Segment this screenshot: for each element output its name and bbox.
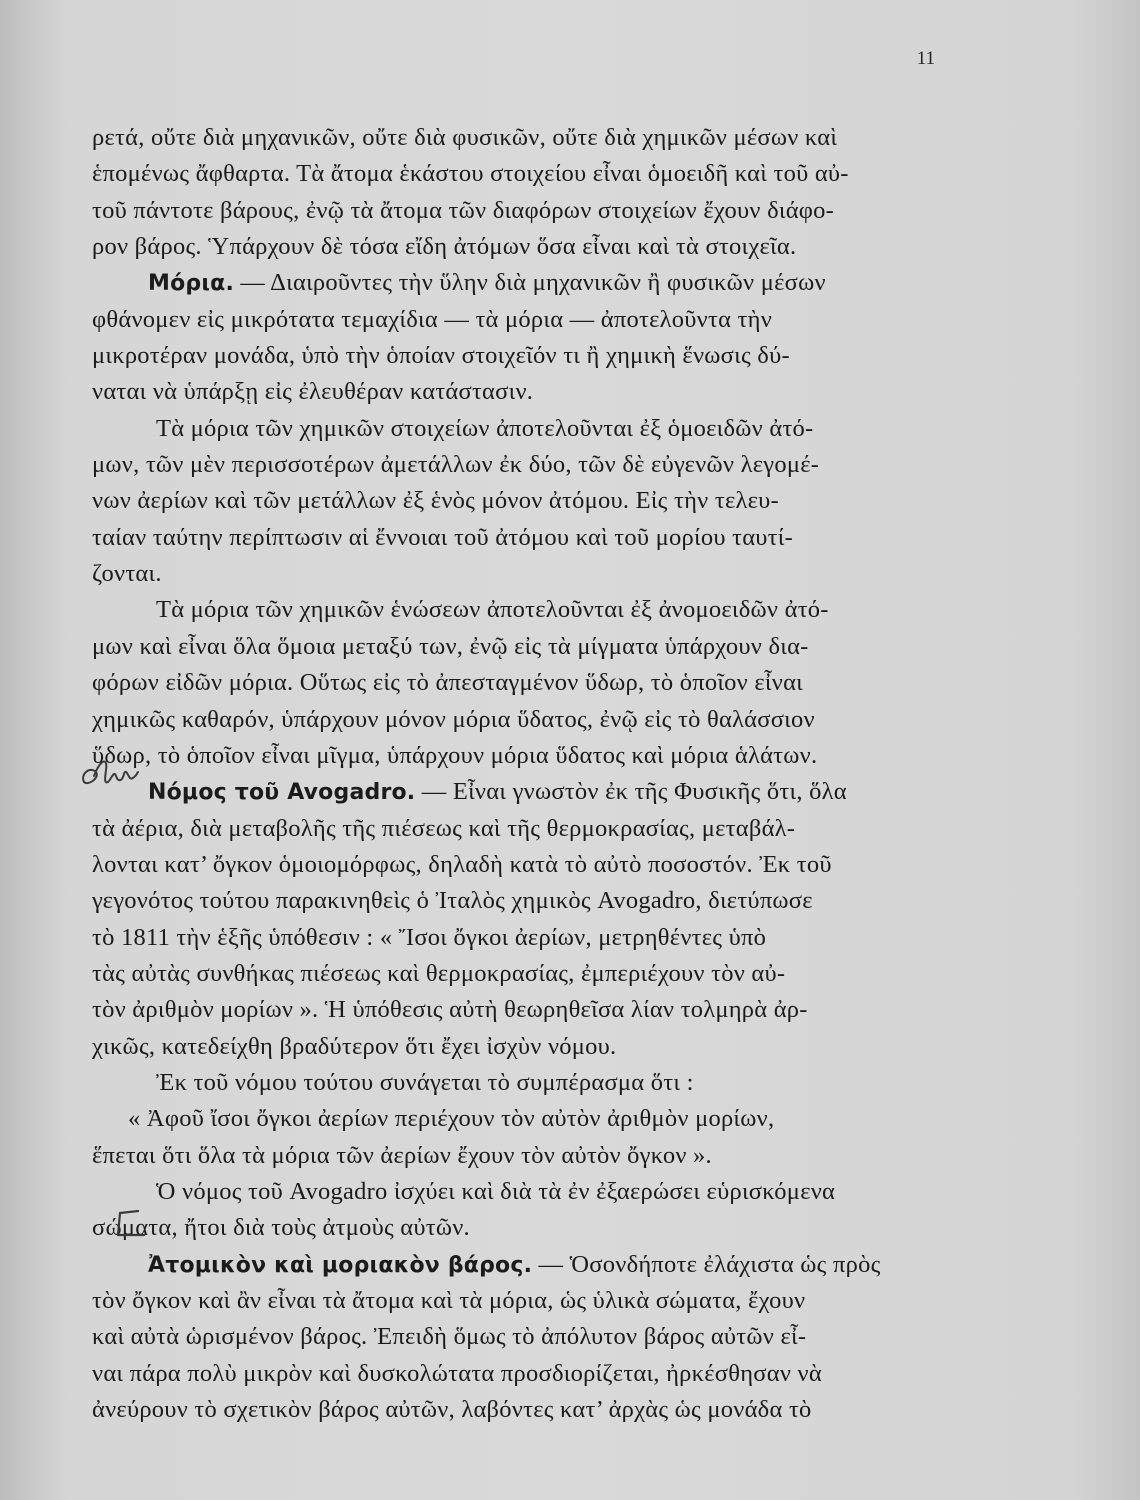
text-line: Ἐκ τοῦ νόμου τούτου συνάγεται τὸ συμπέρασμα ὅτι : [156,1068,694,1096]
page-number: 11 [916,48,935,69]
quote-line: « Ἀφοῦ ἴσοι ὄγκοι ἀερίων περιέχουν τὸν αὐτὸν ἀριθμὸν μορίων, [128,1105,775,1133]
text-line: ναται νὰ ὑπάρξῃ εἰς ἐλευθέραν κατάστασιν. [92,378,534,406]
text-line: χημικῶς καθαρόν, ὑπάρχουν μόνον μόρια ὕδατος, ἐνῷ εἰς τὸ θαλάσσιον [92,705,815,733]
text-line: λονται κατ’ ὄγκον ὁμοιομόρφως, δηλαδὴ κατὰ τὸ αὐτὸ ποσοστόν. Ἐκ τοῦ [92,850,832,878]
text-line: γεγονότος τούτου παρακινηθεὶς ὁ Ἰταλὸς χημικὸς Avogadro, διετύπωσε [92,887,813,915]
text-line: ἀνεύρουν τὸ σχετικὸν βάρος αὐτῶν, λαβόντες κατ’ ἀρχὰς ὡς μονάδα τὸ [92,1396,812,1424]
text-line: καὶ αὐτὰ ὡρισμένον βάρος. Ἐπειδὴ ὅμως τὸ ἀπόλυτον βάρος αὐτῶν εἶ- [92,1323,807,1351]
text-line: μων καὶ εἶναι ὅλα ὅμοια μεταξύ των, ἐνῷ εἰς τὰ μίγματα ὑπάρχουν δια- [92,632,809,660]
text-line: τὸν ὄγκον καὶ ἂν εἶναι τὰ ἄτομα καὶ τὰ μόρια, ὡς ὑλικὰ σώματα, ἔχουν [92,1287,806,1314]
text-line: ρετά, οὔτε διὰ μηχανικῶν, οὔτε διὰ φυσικῶν, οὔτε διὰ χημικῶν μέσων καὶ [92,124,838,151]
text-line: τὸν ἀριθμὸν μορίων ». Ἡ ὑπόθεσις αὐτὴ θεωρηθεῖσα λίαν τολμηρὰ ἀρ- [92,996,808,1024]
text-line: Τὰ μόρια τῶν χημικῶν στοιχείων ἀποτελοῦνται ἐξ ὁμοειδῶν ἀτό- [156,414,814,442]
text-line: νων ἀερίων καὶ τῶν μετάλλων ἐξ ἑνὸς μόνον ἀτόμου. Εἰς τὴν τελευ- [92,487,779,515]
text-line: ἑπομένως ἄφθαρτα. Τὰ ἄτομα ἑκάστου στοιχείου εἶναι ὁμοειδῆ καὶ τοῦ αὐ- [92,160,849,188]
text-line: μων, τῶν μὲν περισσοτέρων ἀμετάλλων ἐκ δύο, τῶν δὲ εὐγενῶν λεγομέ- [92,451,820,479]
section-first-line [92,265,954,301]
section-heading-weight: Ἀτομικὸν καὶ μοριακὸν βάρος. [148,1252,533,1278]
text-line: μικροτέραν μονάδα, ὑπὸ τὴν ὁποίαν στοιχεῖόν τι ἢ χημικὴ ἕνωσις δύ- [92,342,790,370]
text-line: χικῶς, κατεδείχθη βραδύτερον ὅτι ἔχει ἰσχὺν νόμου. [92,1032,617,1060]
section-heading-avogadro: Νόμος τοῦ Avogadro. [148,780,416,806]
text-line: Τὰ μόρια τῶν χημικῶν ἑνώσεων ἀποτελοῦνται ἐξ ἀνομοειδῶν ἀτό- [156,596,829,624]
text-line: τὸ 1811 τὴν ἑξῆς ὑπόθεσιν : « Ἴσοι ὄγκοι ἀερίων, μετρηθέντες ὑπὸ [92,923,767,951]
handwritten-bracket-icon [108,1207,150,1241]
section-heading-rest: — Εἶναι γνωστὸν ἐκ τῆς Φυσικῆς ὅτι, ὅλα [415,778,847,806]
text-line: ρον βάρος. Ὑπάρχουν δὲ τόσα εἴδη ἀτόμων ὅσα εἶναι καὶ τὰ στοιχεῖα. [92,233,797,261]
text-line: τὰς αὐτὰς συνθήκας πιέσεως καὶ θερμοκρασίας, ἐμπεριέχουν τὸν αὐ- [92,959,786,987]
section-first-line [92,1247,954,1283]
text-line: τοῦ πάντοτε βάρους, ἐνῷ τὰ ἄτομα τῶν διαφόρων στοιχείων ἔχουν διάφο- [92,196,835,224]
section-heading-moria: Μόρια. [148,271,234,297]
handwritten-scribble-icon [78,752,158,796]
text-line: ταίαν ταύτην περίπτωσιν αἱ ἔννοιαι τοῦ ἀτόμου καὶ τοῦ μορίου ταυτί- [92,523,794,551]
body-text [92,120,954,1428]
text-line: Ὁ νόμος τοῦ Avogadro ἰσχύει καὶ διὰ τὰ ἐν ἐξαερώσει εὑρισκόμενα [156,1177,836,1205]
section-heading-rest: — Διαιροῦντες τὴν ὕλην διὰ μηχανικῶν ἢ φυσικῶν μέσων [234,269,826,297]
text-line: ναι πάρα πολὺ μικρὸν καὶ δυσκολώτατα προσδιορίζεται, ἠρκέσθησαν νὰ [92,1359,822,1387]
text-line: τὰ ἀέρια, διὰ μεταβολῆς τῆς πιέσεως καὶ τῆς θερμοκρασίας, μεταβάλ- [92,814,796,842]
text-line: φθάνομεν εἰς μικρότατα τεμαχίδια — τὰ μόρια — ἀποτελοῦντα τὴν [92,305,773,333]
text-line: ζονται. [92,560,162,588]
section-first-line [92,774,954,810]
quote-line: ἕπεται ὅτι ὅλα τὰ μόρια τῶν ἀερίων ἔχουν τὸν αὐτὸν ὄγκον ». [92,1141,712,1169]
section-heading-rest: — Ὁσονδήποτε ἐλάχιστα ὡς πρὸς [532,1250,881,1278]
text-line: φόρων εἰδῶν μόρια. Οὕτως εἰς τὸ ἀπεσταγμένον ὕδωρ, τὸ ὁποῖον εἶναι [92,669,803,697]
text-line: ὕδωρ, τὸ ὁποῖον εἶναι μῖγμα, ὑπάρχουν μόρια ὕδατος καὶ μόρια ἁλάτων. [92,741,818,769]
text-line: σώματα, ἤτοι διὰ τοὺς ἀτμοὺς αὐτῶν. [92,1214,470,1242]
